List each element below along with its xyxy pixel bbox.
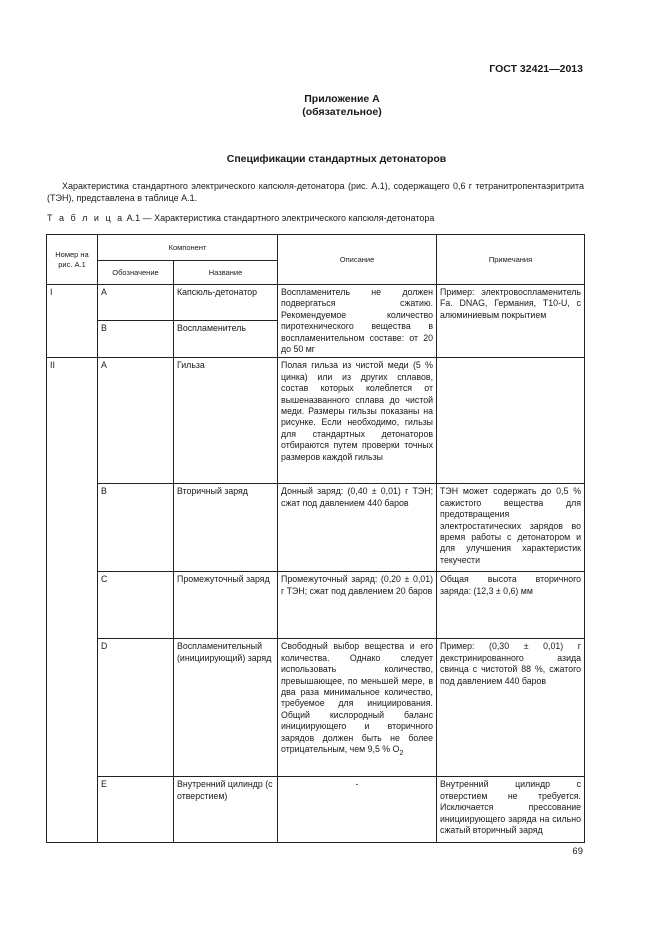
cell-designation: B xyxy=(98,320,174,358)
page-number: 69 xyxy=(572,846,583,857)
cell-number: II xyxy=(47,358,98,843)
cell-designation: D xyxy=(98,639,174,777)
cell-description xyxy=(278,639,437,777)
cell-name: Промежуточный заряд xyxy=(174,572,278,639)
header-number: Номер на рис. А.1 xyxy=(47,235,98,285)
table-row xyxy=(47,484,585,572)
header-designation: Обозначение xyxy=(98,261,174,285)
cell-notes: ТЭН может содержать до 0,5 % сажистого вещества для предотвращения электростатических зарядов во время работы с детонатором и для улучшения характеристик текучести xyxy=(437,484,585,572)
appendix-heading xyxy=(0,93,661,119)
table-caption-prefix: Т а б л и ц а xyxy=(47,213,125,223)
header-description: Описание xyxy=(278,235,437,285)
cell-name: Воспламенитель xyxy=(174,320,278,358)
cell-designation: B xyxy=(98,484,174,572)
intro-paragraph: Характеристика стандартного электрического капсюля-детонатора (рис. А.1), содержащего 0,6 г тетранитропентаэритрита (ТЭН), представлена в таблице А.1. xyxy=(47,181,584,203)
table-row xyxy=(47,639,585,777)
table-row xyxy=(47,572,585,639)
cell-name: Гильза xyxy=(174,358,278,484)
cell-name: Внутренний цилиндр (с отверстием) xyxy=(174,777,278,843)
appendix-subtitle: (обязательное) xyxy=(302,106,382,118)
cell-notes: Пример: электровоспламенитель Fa. DNAG, Германия, T10-U, с алюминиевым покрытием xyxy=(437,285,585,358)
cell-designation: E xyxy=(98,777,174,843)
appendix-title: Приложение А xyxy=(304,93,380,105)
section-title-text: Спецификации стандартных детонаторов xyxy=(226,153,447,165)
subscript: 2 xyxy=(399,747,404,757)
table-row xyxy=(47,777,585,843)
table-row xyxy=(47,358,585,484)
section-title xyxy=(0,153,661,165)
cell-description: Воспламенитель не должен подвергаться сжатию. Рекомендуемое количество пиротехнического вещества в воспламенительном составе: от 20 до 50 мг xyxy=(278,285,437,358)
cell-notes: Внутренний цилиндр с отверстием не требуется. Исключается прессование инициирующего заряда на сильно сжатый вторичный заряд xyxy=(437,777,585,843)
cell-description: Донный заряд: (0,40 ± 0,01) г ТЭН; сжат под давлением 440 баров xyxy=(278,484,437,572)
cell-notes xyxy=(437,358,585,484)
cell-description: Промежуточный заряд: (0,20 ± 0,01) г ТЭН; сжат под давлением 20 баров xyxy=(278,572,437,639)
cell-number: I xyxy=(47,285,98,358)
cell-notes: Пример: (0,30 ± 0,01) г декстринированного азида свинца с чистотой 88 %, сжатого под давлением 440 баров xyxy=(437,639,585,777)
cell-description: - xyxy=(278,777,437,843)
standard-number: ГОСТ 32421—2013 xyxy=(489,63,583,75)
cell-designation: A xyxy=(98,358,174,484)
table-caption xyxy=(47,213,434,223)
cell-designation: A xyxy=(98,285,174,321)
cell-name: Воспламенительный (инициирующий) заряд xyxy=(174,639,278,777)
table-header-row xyxy=(47,235,585,261)
spec-table xyxy=(46,234,585,843)
header-name: Название xyxy=(174,261,278,285)
cell-name: Капсюль-детонатор xyxy=(174,285,278,321)
header-notes: Примечания xyxy=(437,235,585,285)
cell-notes: Общая высота вторичного заряда: (12,3 ± 0,6) мм xyxy=(437,572,585,639)
table-row xyxy=(47,285,585,321)
header-component: Компонент xyxy=(98,235,278,261)
cell-name: Вторичный заряд xyxy=(174,484,278,572)
cell-designation: C xyxy=(98,572,174,639)
description-text: Свободный выбор вещества и его количества. Однако следует использовать количество, превышающее, по меньшей мере, в два раза минимальное количество, требуемое для инициирования. Общий кислородный баланс инициирующего и вторичного зарядов должен быть не более отрицательным, чем 9,5 % O xyxy=(281,641,434,755)
cell-description: Полая гильза из чистой меди (5 % цинка) или из других сплавов, состав которых колеблется от вышеназванного сплава до чистой меди. Размеры гильзы показаны на рисунке. Если необходимо, гильзы для стандартных детонаторов отбираются путем проверки точных размеров каждой гильзы xyxy=(278,358,437,484)
table-caption-text: А.1 — Характеристика стандартного электрического капсюля-детонатора xyxy=(124,213,435,223)
